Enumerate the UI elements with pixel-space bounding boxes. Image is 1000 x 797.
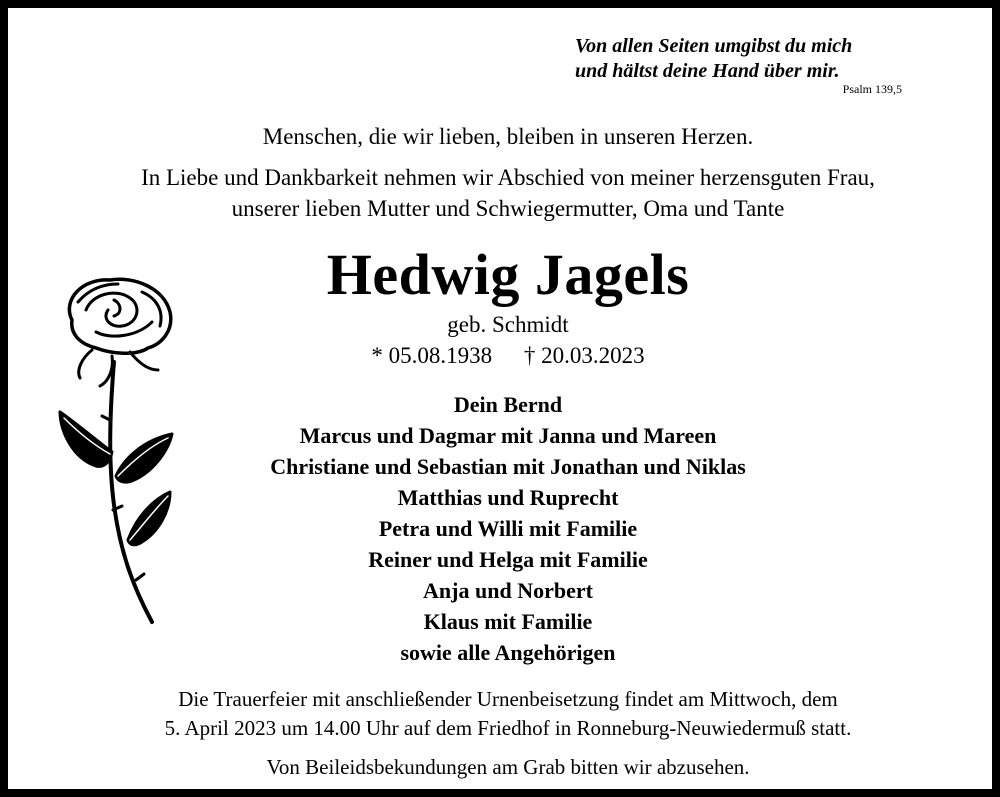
birth-date: * 05.08.1938	[371, 343, 493, 368]
rose-icon	[52, 270, 187, 630]
mourner-line: Christiane und Sebastian mit Jonathan und Niklas	[270, 454, 746, 479]
bible-verse	[575, 34, 905, 96]
mourner-line: sowie alle Angehörigen	[400, 640, 616, 665]
intro-line-3: unserer lieben Mutter und Schwiegermutter, Oma und Tante	[231, 196, 785, 221]
funeral-notice	[8, 685, 1000, 743]
death-date: † 20.03.2023	[523, 343, 645, 368]
intro-text	[8, 162, 1000, 224]
verse-reference: Psalm 139,5	[842, 82, 902, 96]
mourner-line: Petra und Willi mit Familie	[378, 516, 638, 541]
mourner-line: Matthias und Ruprecht	[397, 485, 619, 510]
verse-line-2: und hältst deine Hand über mir.	[575, 60, 840, 82]
condolence-request: Von Beileidsbekundungen am Grab bitten wir abzusehen.	[266, 755, 750, 779]
maiden-name: geb. Schmidt	[447, 312, 569, 337]
mourner-line: Reiner und Helga mit Familie	[368, 547, 648, 572]
mourner-line: Dein Bernd	[453, 392, 563, 417]
notice-line-2: 5. April 2023 um 14.00 Uhr auf dem Friedhof in Ronneburg-Neuwiedermuß statt.	[164, 716, 852, 740]
notice-line-1: Die Trauerfeier mit anschließender Urnenbeisetzung findet am Mittwoch, dem	[178, 687, 838, 711]
mourner-line: Anja und Norbert	[423, 578, 593, 603]
verse-line-1: Von allen Seiten umgibst du mich	[575, 35, 853, 57]
deceased-name: Hedwig Jagels	[326, 242, 690, 307]
intro-line-1: Menschen, die wir lieben, bleiben in unseren Herzen.	[262, 124, 754, 149]
intro-line-2: In Liebe und Dankbarkeit nehmen wir Abschied von meiner herzensguten Frau,	[141, 165, 875, 190]
mourner-line: Marcus und Dagmar mit Janna und Mareen	[299, 423, 717, 448]
mourner-line: Klaus mit Familie	[423, 609, 593, 634]
